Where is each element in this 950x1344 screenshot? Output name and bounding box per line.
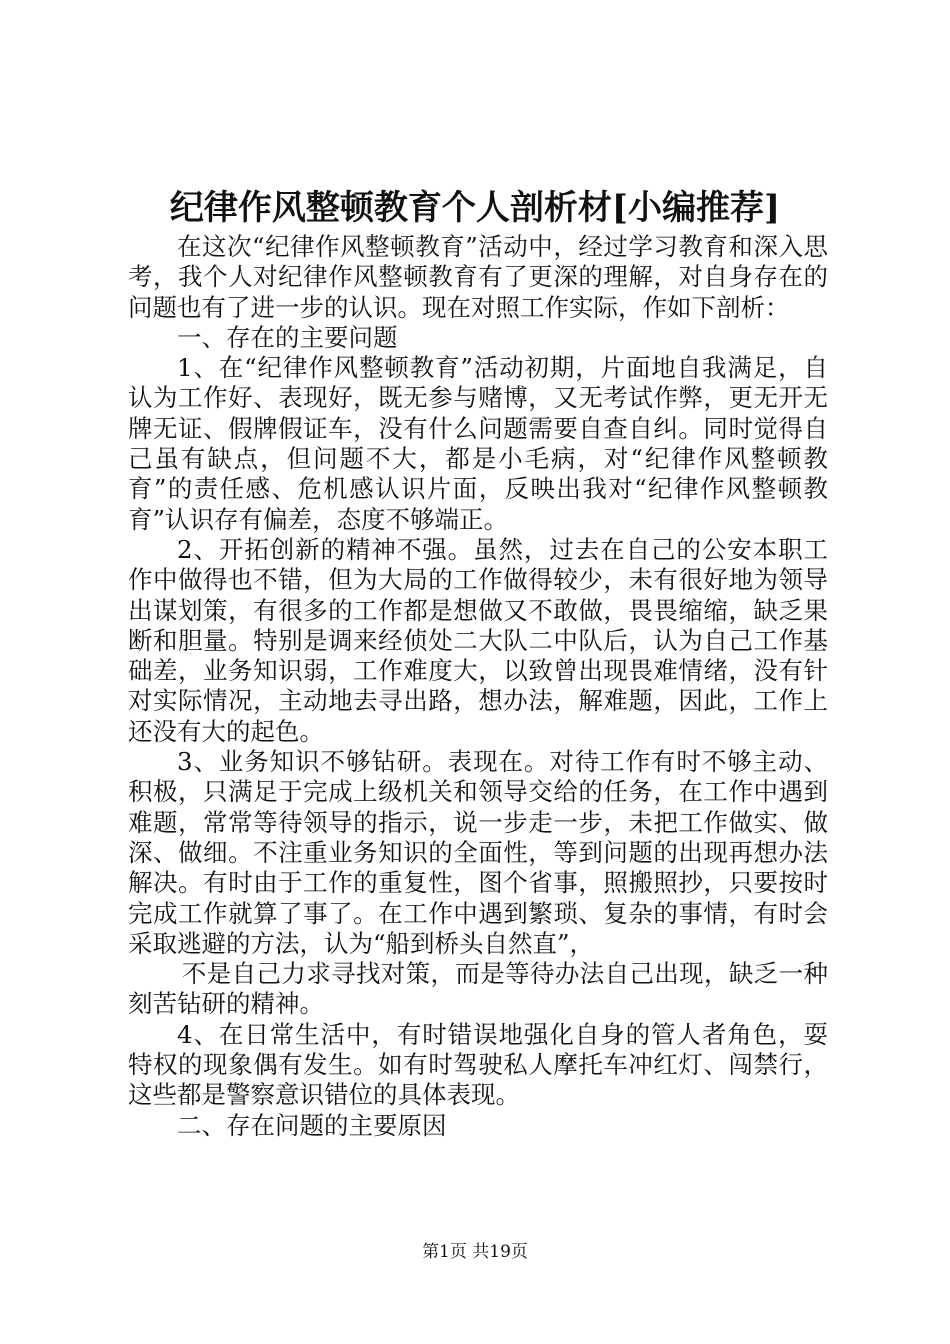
paragraph-problem-2: 2、开拓创新的精神不强。虽然，过去在自己的公安本职工作中做得也不错，但为大局的工作做得较少，未有很好地为领导出谋划策，有很多的工作都是想做又不敢做，畏畏缩缩，缺乏果断和胆量。特别是调来经侦处二大队二中队后，认为自己工作基础差，业务知识弱，工作难度大，以致曾出现畏难情绪，没有针对实际情况，主动地去寻出路，想办法，解难题，因此，工作上还没有大的起色。: [128, 534, 828, 746]
paragraph-problem-3-continued: 不是自己力求寻找对策，而是等待办法自己出现，缺乏一种刻苦钻研的精神。: [128, 959, 828, 1019]
section-heading-problems: 一、存在的主要问题: [177, 322, 398, 352]
document-body: [128, 232, 828, 1141]
paragraph-intro: 在这次“纪律作风整顿教育”活动中，经过学习教育和深入思考，我个人对纪律作风整顿教育有了更深的理解，对自身存在的问题也有了进一步的认识。现在对照工作实际，作如下剖析：: [128, 232, 828, 322]
paragraph-problem-4: 4、在日常生活中，有时错误地强化自身的管人者角色，耍特权的现象偶有发生。如有时驾驶私人摩托车冲红灯、闯禁行，这些都是警察意识错位的具体表现。: [128, 1019, 828, 1110]
paragraph-problem-3: 3、业务知识不够钻研。表现在。对待工作有时不够主动、积极，只满足于完成上级机关和领导交给的任务，在工作中遇到难题，常常等待领导的指示，说一步走一步，未把工作做实、做深、做细。不注重业务知识的全面性，等到问题的出现再想办法解决。有时由于工作的重复性，图个省事，照搬照抄，只要按时完成工作就算了事了。在工作中遇到繁琐、复杂的事情，有时会采取逃避的方法，认为“船到桥头自然直”，: [128, 747, 828, 958]
document-title: 纪律作风整顿教育个人剖析材[小编推荐]: [169, 188, 781, 228]
section-heading-causes: 二、存在问题的主要原因: [177, 1110, 447, 1140]
page-number: 第1页 共19页: [422, 1242, 528, 1262]
paragraph-problem-1: 1、在“纪律作风整顿教育”活动初期，片面地自我满足，自认为工作好、表现好，既无参与赌博，又无考试作弊，更无开无牌无证、假牌假证车，没有什么问题需要自查自纠。同时觉得自己虽有缺点，但问题不大，都是小毛病，对“纪律作风整顿教育”的责任感、危机感认识片面，反映出我对“纪律作风整顿教育”认识存有偏差，态度不够端正。: [128, 353, 828, 534]
